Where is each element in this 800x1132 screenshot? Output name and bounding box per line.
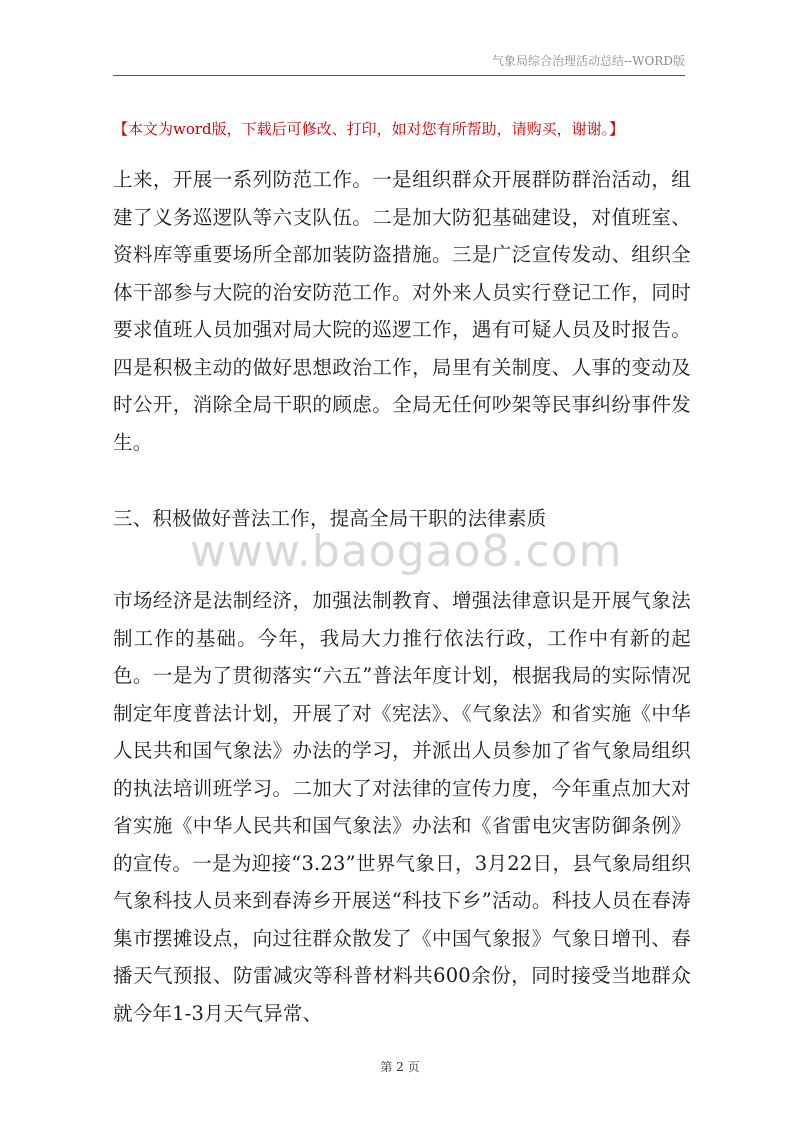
running-header: 气象局综合治理活动总结--WORD版 (492, 54, 685, 68)
header-divider (113, 75, 685, 76)
page-number: 第 2 页 (380, 1060, 420, 1074)
watermark: www.baogao8.com (190, 526, 623, 577)
body-paragraph-2: 市场经济是法制经济，加强法制教育、增强法律意识是开展气象法制工作的基础。今年，我局大力推行依法行政，工作中有新的起色。一是为了贯彻落实“六五”普法年度计划，根据我局的实际情况制定年度普法计划，开展了对《宪法》、《气象法》和省实施《中华人民共和国气象法》办法的学习，并派出人员参加了省气象局组织的执法培训班学习。二加大了对法律的宣传力度，今年重点加大对省实施《中华人民共和国气象法》办法和《省雷电灾害防御条例》的宣传。一是为迎接“3.23”世界气象日，3月22日，县气象局组织气象科技人员来到春涛乡开展送“科技下乡”活动。科技人员在春涛集市摆摊设点，向过往群众散发了《中国气象报》气象日增刊、春播天气预报、防雷减灾等科普材料共600余份，同时接受当地群众就今年1-3月天气异常、 (113, 589, 691, 1025)
download-notice: 【本文为word版，下载后可修改、打印，如对您有所帮助，请购买，谢谢。】 (113, 120, 625, 138)
section-heading: 三、积极做好普法工作，提高全局干职的法律素质 (113, 507, 547, 530)
body-paragraph-1: 上来，开展一系列防范工作。一是组织群众开展群防群治活动，组建了义务巡逻队等六支队伍。二是加大防犯基础建设，对值班室、资料库等重要场所全部加装防盗措施。三是广泛宣传发动、组织全体干部参与大院的治安防范工作。对外来人员实行登记工作，同时要求值班人员加强对局大院的巡逻工作，遇有可疑人员及时报告。四是积极主动的做好思想政治工作，局里有关制度、人事的变动及时公开，消除全局干职的顾虑。全局无任何吵架等民事纠纷事件发生。 (113, 168, 691, 454)
